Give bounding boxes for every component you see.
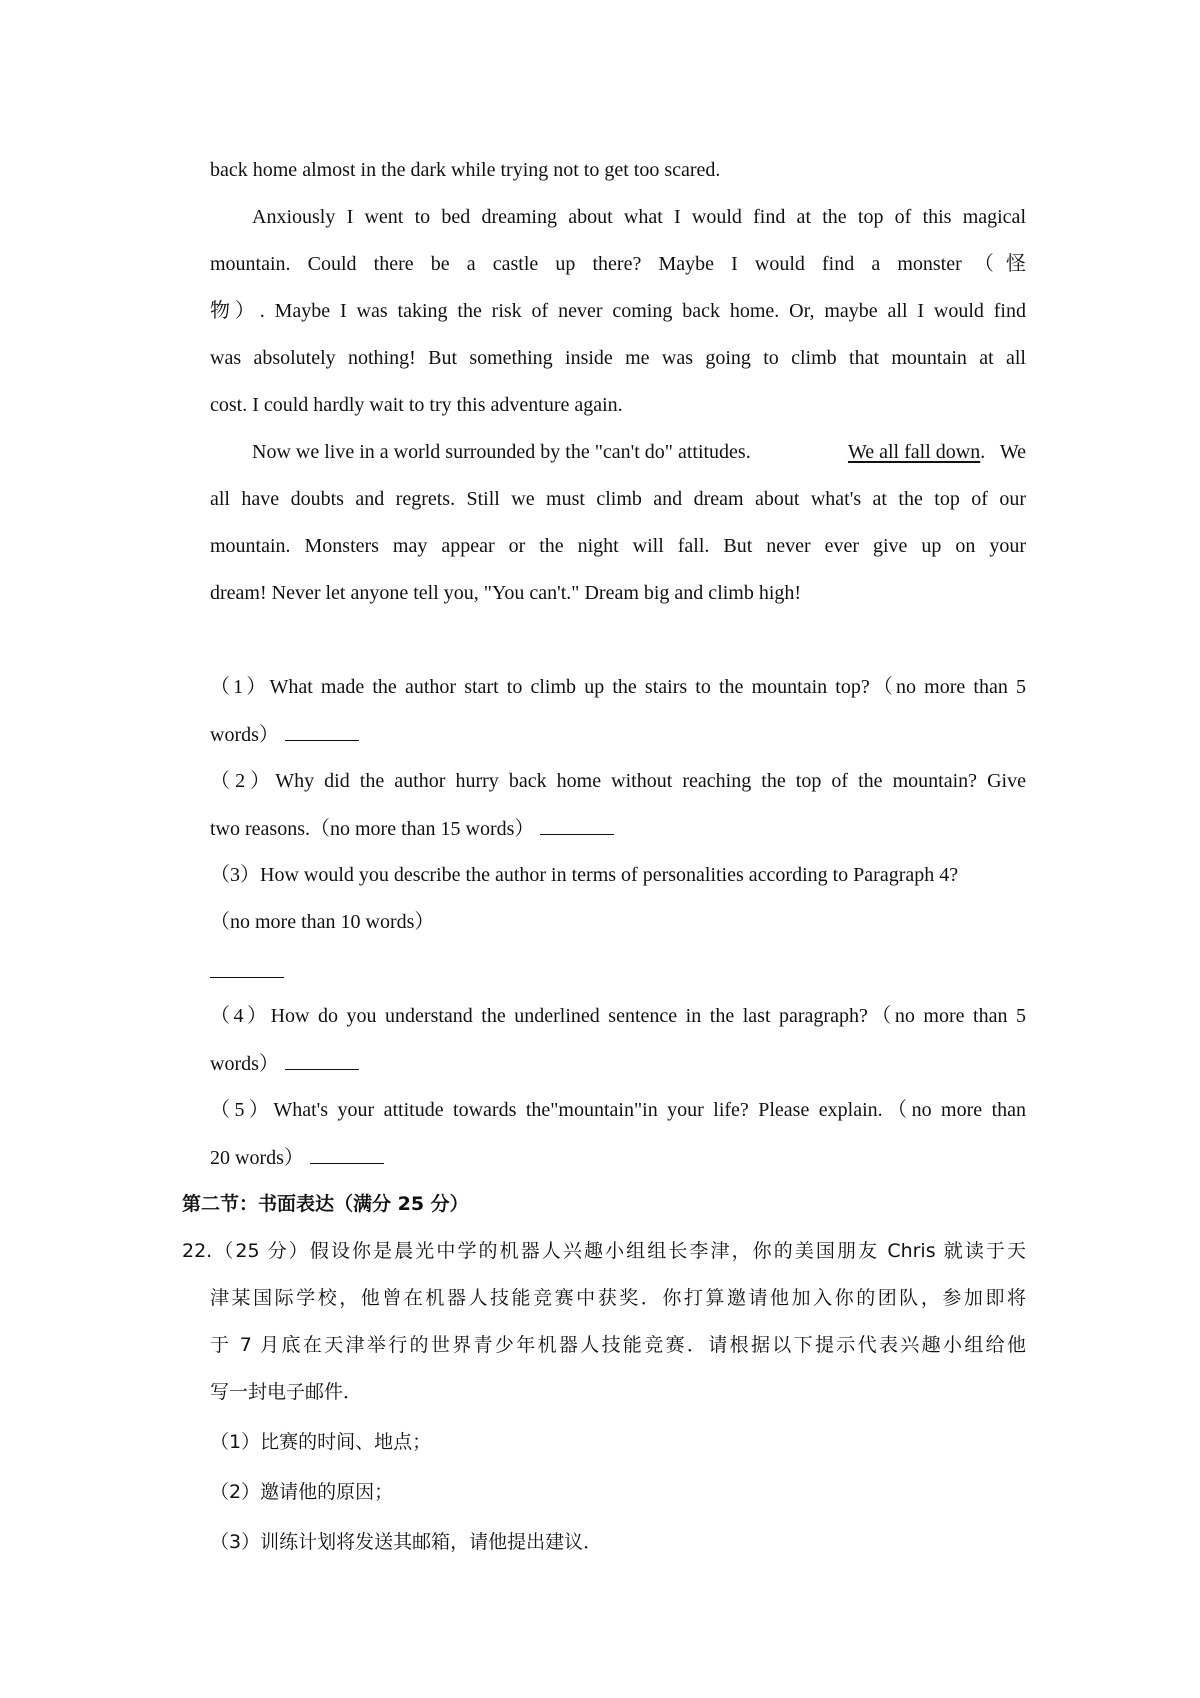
passage-text: . We <box>980 441 1026 463</box>
underlined-sentence-group <box>848 438 1026 466</box>
question-22-line: 于 7 月底在天津举行的世界青少年机器人技能竞赛．请根据以下提示代表兴趣小组给他 <box>210 1334 1026 1356</box>
passage-line: was absolutely nothing! But something inside me was going to climb that mountain at all <box>210 347 1026 369</box>
passage-line: all have doubts and regrets. Still we must climb and dream about what's at the top of our <box>210 488 1026 510</box>
passage-text: Now we live in a world surrounded by the "can't do" attitudes. <box>252 441 751 463</box>
question-1-cont <box>210 720 359 749</box>
question-1: （1）What made the author start to climb up the stairs to the mountain top?（no more than 5 <box>210 676 1026 698</box>
hint-1: （1）比赛的时间、地点； <box>210 1431 432 1453</box>
hint-3: （3）训练计划将发送其邮箱，请他提出建议． <box>210 1531 603 1553</box>
question-5: （5）What's your attitude towards the"mountain"in your life? Please explain.（no more than <box>210 1099 1026 1121</box>
answer-blank-1[interactable] <box>285 720 359 741</box>
question-text: two reasons.（no more than 15 words） <box>210 818 535 840</box>
question-3-cont: （no more than 10 words） <box>210 911 435 933</box>
hint-2: （2）邀请他的原因； <box>210 1481 394 1503</box>
question-22: 22.（25 分）假设你是晨光中学的机器人兴趣小组组长李津，你的美国朋友 Chris 就读于天 <box>182 1240 1026 1262</box>
question-4-cont <box>210 1049 359 1078</box>
question-text: 20 words） <box>210 1147 304 1169</box>
passage-line: back home almost in the dark while trying not to get too scared. <box>210 159 721 181</box>
question-22-line: 津某国际学校，他曾在机器人技能竞赛中获奖．你打算邀请他加入你的团队，参加即将 <box>210 1287 1026 1309</box>
answer-blank-4[interactable] <box>285 1049 359 1070</box>
underlined-sentence: We all fall down <box>847 441 981 463</box>
question-22-line: 写一封电子邮件． <box>210 1381 363 1403</box>
answer-blank-2[interactable] <box>540 814 614 835</box>
question-3: （3）How would you describe the author in terms of personalities according to Paragraph 4? <box>210 864 959 886</box>
question-4: （4）How do you understand the underlined sentence in the last paragraph?（no more than 5 <box>210 1005 1026 1027</box>
question-2-cont <box>210 814 614 843</box>
question-2: （2）Why did the author hurry back home without reaching the top of the mountain? Give <box>210 770 1026 792</box>
passage-line <box>252 438 1026 466</box>
passage-line: mountain. Monsters may appear or the night will fall. But never ever give up on your <box>210 535 1026 557</box>
passage-line: cost. I could hardly wait to try this adventure again. <box>210 394 623 416</box>
answer-blank-3[interactable] <box>210 976 284 978</box>
question-text: words） <box>210 724 279 746</box>
passage-line: 物）. Maybe I was taking the risk of never coming back home. Or, maybe all I would find <box>210 300 1026 322</box>
question-text: words） <box>210 1053 279 1075</box>
passage-line: Anxiously I went to bed dreaming about what I would find at the top of this magical <box>252 206 1026 228</box>
answer-blank-5[interactable] <box>310 1143 384 1164</box>
passage-line: mountain. Could there be a castle up there? Maybe I would find a monster（怪 <box>210 253 1026 275</box>
passage-line: dream! Never let anyone tell you, "You can't." Dream big and climb high! <box>210 582 802 604</box>
section-heading: 第二节：书面表达（满分 25 分） <box>182 1193 469 1215</box>
question-5-cont <box>210 1143 384 1172</box>
